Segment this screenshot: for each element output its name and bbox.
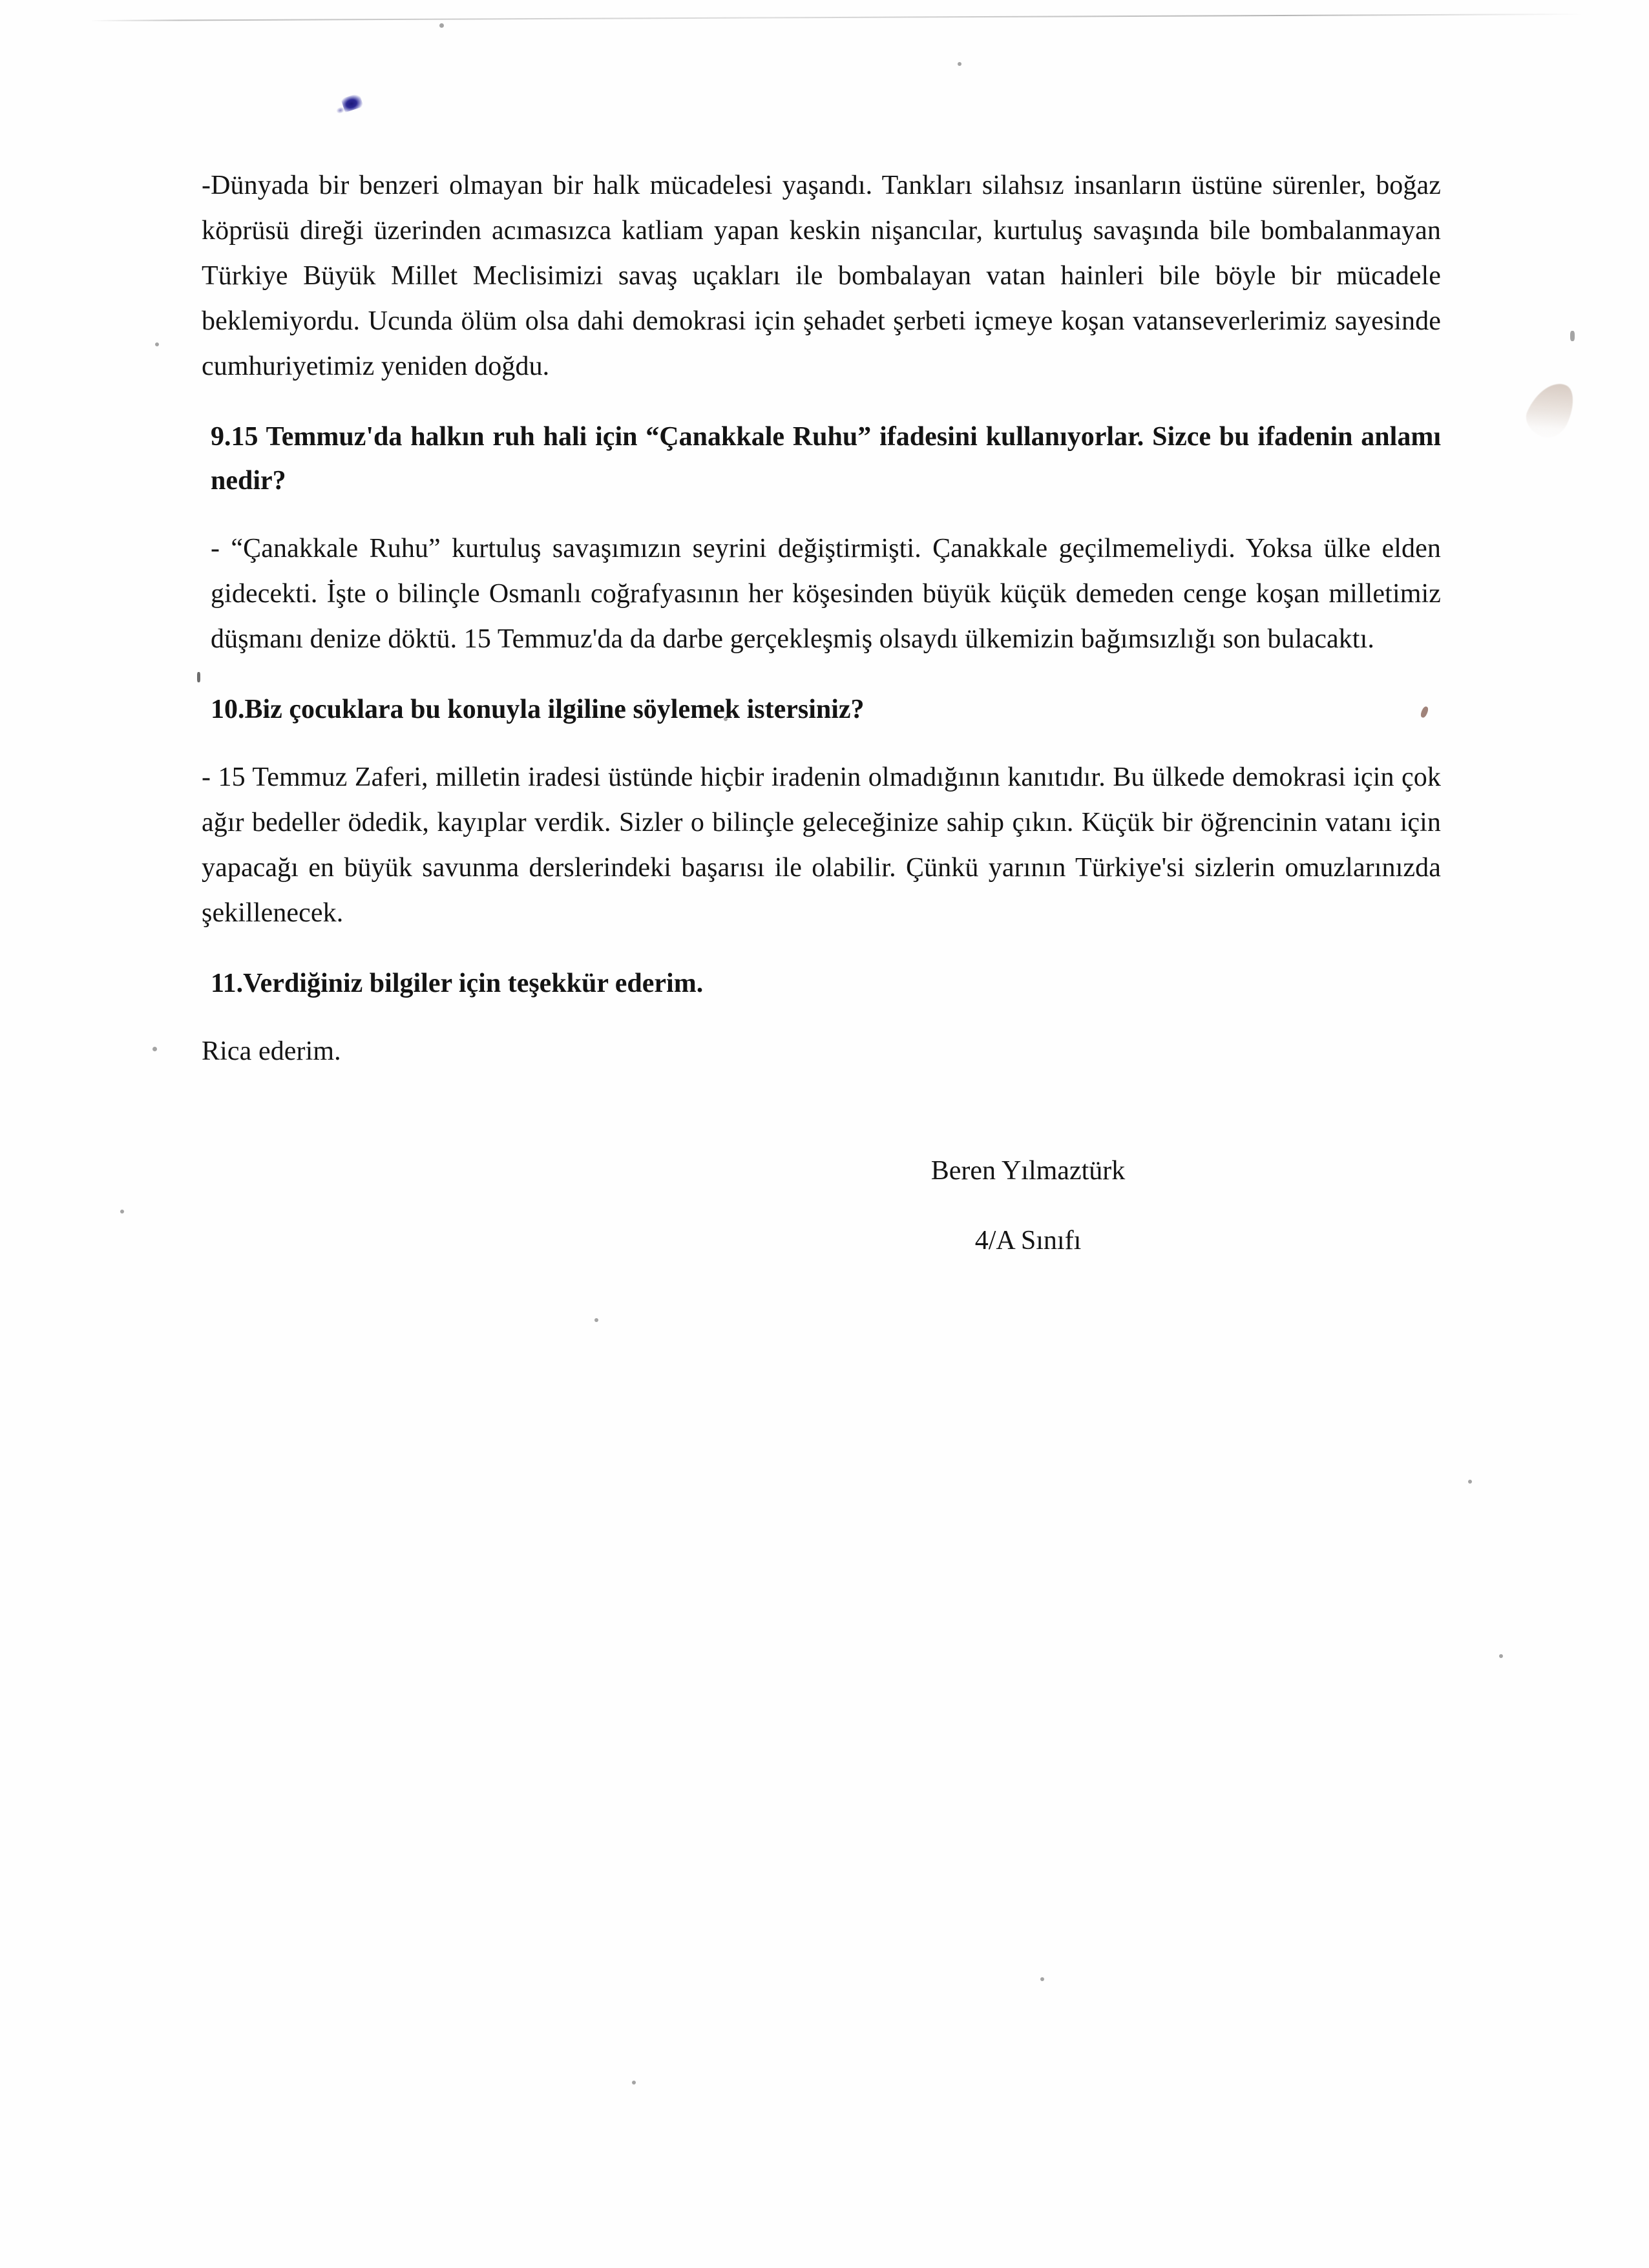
heading-question-11: 11.Verdiğiniz bilgiler için teşekkür ederim.	[211, 969, 704, 998]
ink-speck-left-margin	[197, 672, 200, 682]
heading-question-10: 10.Biz çocuklara bu konuyla ilgiline söylemek istersiniz?	[211, 695, 865, 724]
dust-speck	[439, 23, 444, 28]
paragraph-intro-answer: -Dünyada bir benzeri olmayan bir halk mücadelesi yaşandı. Tankları silahsız insanların üstüne sürenler, boğaz köprüsü direği üzerinden acımasızca katliam yapan keskin nişancılar, kurtuluş savaşında bile bombalanmayan Türkiye Büyük Millet Meclisimizi savaş uçakları ile bombalayan vatan hainleri bile böyle bir mücadele beklemiyordu. Ucunda ölüm olsa dahi demokrasi için şehadet şerbeti içmeye koşan vatanseverlerimiz sayesinde cumhuriyetimiz yeniden doğdu.	[202, 171, 1441, 381]
spacer	[202, 389, 1441, 415]
document-text-column	[202, 163, 1441, 1074]
dust-speck	[1040, 1977, 1044, 1981]
dust-speck	[1570, 331, 1575, 341]
paragraph-answer-9: - “Çanakkale Ruhu” kurtuluş savaşımızın seyrini değiştirmişti. Çanakkale geçilmemeliydi. Yoksa ülke elden gidecekti. İşte o bilinçle Osmanlı coğrafyasının her köşesinden büyük küçük demeden cenge koşan milletimiz düşmanı denize döktü. 15 Temmuz'da da darbe gerçekleşmiş olsaydı ülkemizin bağımsızlığı son bulacaktı.	[211, 534, 1441, 654]
dust-speck	[1468, 1480, 1472, 1484]
signature-block	[202, 1150, 1441, 1261]
signature-class: 4/A Sınıfı	[974, 1226, 1082, 1255]
spacer	[202, 503, 1441, 526]
dust-speck	[120, 1210, 124, 1213]
dust-speck	[1499, 1654, 1503, 1658]
dust-speck	[632, 2081, 636, 2084]
paragraph-answer-11: Rica ederim.	[202, 1036, 341, 1066]
paragraph-answer-10: - 15 Temmuz Zaferi, milletin iradesi üstünde hiçbir iradenin olmadığının kanıtıdır. Bu ülkede demokrasi için çok ağır bedeller ödedik, kayıplar verdik. Sizler o bilinçle geleceğinize sahip çıkın. Küçük bir öğrencinin vatanı için yapacağı en büyük savunma derslerindeki başarısı ile olabilir. Çünkü yarının Türkiye'si sizlerin omuzlarınızda şekillenecek.	[202, 762, 1441, 928]
dust-speck	[155, 342, 159, 346]
spacer	[202, 662, 1441, 688]
spacer	[202, 1005, 1441, 1029]
dust-speck	[958, 62, 961, 66]
dust-speck	[594, 1318, 598, 1322]
spacer	[202, 936, 1441, 961]
spacer	[202, 731, 1441, 755]
blue-ink-mark	[341, 93, 363, 112]
dust-speck	[152, 1047, 157, 1051]
beige-smudge	[1520, 375, 1581, 444]
signature-name: Beren Yılmaztürk	[930, 1156, 1126, 1186]
heading-question-9: 9.15 Temmuz'da halkın ruh hali için “Çanakkale Ruhu” ifadesini kullanıyorlar. Sizce bu ifadenin anlamı nedir?	[211, 422, 1441, 496]
scan-edge-line	[90, 14, 1583, 21]
